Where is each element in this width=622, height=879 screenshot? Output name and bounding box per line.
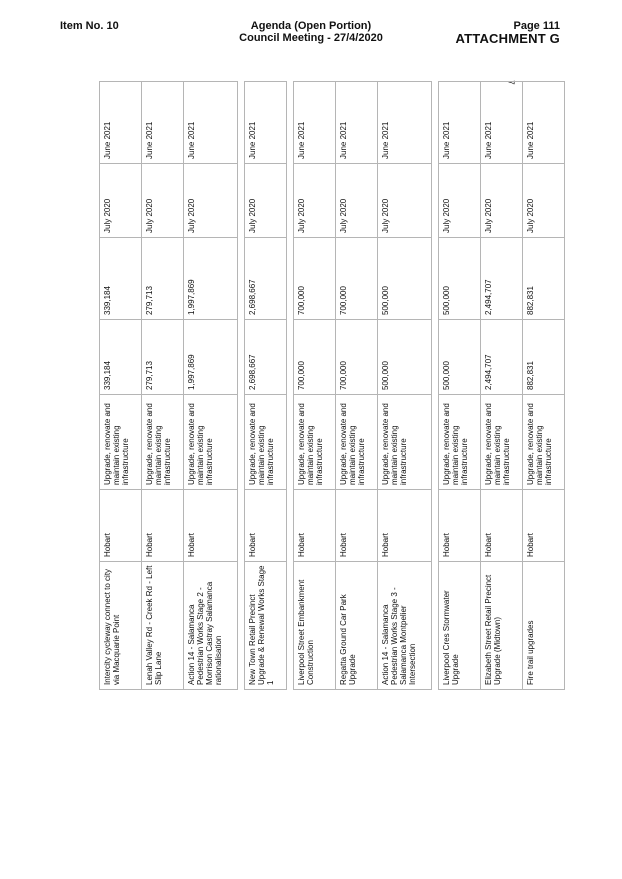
start-date-cell: July 2020	[184, 164, 238, 238]
project-name-cell: Regatta Ground Car Park Upgrade	[335, 562, 377, 690]
amount-total-cell: 700,000	[293, 238, 335, 320]
location-cell: Hobart	[438, 490, 480, 562]
amount-total-cell: 339,184	[100, 238, 142, 320]
table-row	[142, 82, 184, 690]
agenda-line-1: Agenda (Open Portion)	[250, 20, 372, 32]
location-cell: Hobart	[522, 490, 564, 562]
amount-total-cell: 1,997,869	[184, 238, 238, 320]
start-date-cell: July 2020	[142, 164, 184, 238]
amount-total-cell: 2,698,667	[244, 238, 286, 320]
table-row	[378, 82, 432, 690]
end-date-cell: June 2021	[378, 82, 432, 164]
row-spacer	[237, 82, 244, 690]
amount-total-cell: 279,713	[142, 238, 184, 320]
project-type-cell: Upgrade, renovate and maintain existing infrastructure	[100, 395, 142, 490]
project-type-cell: Upgrade, renovate and maintain existing infrastructure	[438, 395, 480, 490]
project-table	[99, 81, 565, 690]
amount-cell: 2,698,667	[244, 320, 286, 395]
project-name-cell: Lenah Valley Rd - Creek Rd - Left Slip Lane	[142, 562, 184, 690]
project-name-cell: Action 14 - Salamanca Pedestrian Works Stage 3 - Salamanca Montpelier Intersection	[378, 562, 432, 690]
table-row	[438, 82, 480, 690]
amount-cell: 700,000	[293, 320, 335, 395]
table-row	[480, 82, 522, 690]
end-date-cell: June 2021	[438, 82, 480, 164]
end-date-cell: June 2021	[480, 82, 522, 164]
project-type-cell: Upgrade, renovate and maintain existing infrastructure	[244, 395, 286, 490]
table-row	[335, 82, 377, 690]
amount-cell: 339,184	[100, 320, 142, 395]
location-cell: Hobart	[142, 490, 184, 562]
project-type-cell: Upgrade, renovate and maintain existing infrastructure	[184, 395, 238, 490]
project-name-cell: Fire trail upgrades	[522, 562, 564, 690]
location-cell: Hobart	[100, 490, 142, 562]
project-name-cell: Elizabeth Street Retail Precinct Upgrade (Midtown)	[480, 562, 522, 690]
location-cell: Hobart	[480, 490, 522, 562]
row-spacer-cell	[286, 82, 293, 690]
start-date-cell: July 2020	[293, 164, 335, 238]
amount-total-cell: 500,000	[438, 238, 480, 320]
end-date-cell: June 2021	[293, 82, 335, 164]
start-date-cell: July 2020	[522, 164, 564, 238]
table-row	[100, 82, 142, 690]
amount-total-cell: 500,000	[378, 238, 432, 320]
project-name-cell: Liverpool Street Embankment Construction	[293, 562, 335, 690]
start-date-cell: July 2020	[335, 164, 377, 238]
page-number-label: Page 111	[513, 20, 560, 32]
row-spacer-cell	[431, 82, 438, 690]
amount-cell: 700,000	[335, 320, 377, 395]
project-type-cell: Upgrade, renovate and maintain existing infrastructure	[293, 395, 335, 490]
project-name-cell: New Town Retail Precinct Upgrade & Renewal Works Stage 1	[244, 562, 286, 690]
end-date-cell: June 2021	[335, 82, 377, 164]
project-type-cell: Upgrade, renovate and maintain existing infrastructure	[480, 395, 522, 490]
row-spacer-cell	[237, 82, 244, 690]
item-number: Item No. 10	[60, 20, 119, 32]
project-type-cell: Upgrade, renovate and maintain existing infrastructure	[335, 395, 377, 490]
start-date-cell: July 2020	[100, 164, 142, 238]
start-date-cell: July 2020	[378, 164, 432, 238]
location-cell: Hobart	[378, 490, 432, 562]
agenda-title	[200, 20, 422, 44]
row-spacer	[431, 82, 438, 690]
amount-total-cell: 2,494,707	[480, 238, 522, 320]
page-footer-number: 7	[506, 80, 516, 85]
project-name-cell: Action 14 - Salamanca Pedestrian Works Stage 2 - Morrison Castray Salamanca rationalisation	[184, 562, 238, 690]
start-date-cell: July 2020	[438, 164, 480, 238]
table-row	[293, 82, 335, 690]
amount-cell: 279,713	[142, 320, 184, 395]
page-info	[456, 20, 560, 45]
row-spacer	[286, 82, 293, 690]
end-date-cell: June 2021	[522, 82, 564, 164]
table-row	[184, 82, 238, 690]
amount-cell: 882,831	[522, 320, 564, 395]
location-cell: Hobart	[293, 490, 335, 562]
location-cell: Hobart	[244, 490, 286, 562]
end-date-cell: June 2021	[184, 82, 238, 164]
end-date-cell: June 2021	[142, 82, 184, 164]
table-row	[522, 82, 564, 690]
table-row	[244, 82, 286, 690]
amount-total-cell: 882,831	[522, 238, 564, 320]
project-name-cell: Liverpool Cres Stormwater Upgrade	[438, 562, 480, 690]
amount-cell: 500,000	[378, 320, 432, 395]
rotated-table-wrapper	[99, 82, 565, 690]
end-date-cell: June 2021	[100, 82, 142, 164]
project-type-cell: Upgrade, renovate and maintain existing infrastructure	[142, 395, 184, 490]
location-cell: Hobart	[184, 490, 238, 562]
amount-cell: 1,997,869	[184, 320, 238, 395]
project-type-cell: Upgrade, renovate and maintain existing infrastructure	[378, 395, 432, 490]
agenda-line-2: Council Meeting - 27/4/2020	[239, 32, 383, 44]
attachment-label: ATTACHMENT G	[455, 31, 560, 46]
end-date-cell: June 2021	[244, 82, 286, 164]
amount-cell: 2,494,707	[480, 320, 522, 395]
start-date-cell: July 2020	[244, 164, 286, 238]
project-type-cell: Upgrade, renovate and maintain existing infrastructure	[522, 395, 564, 490]
amount-cell: 500,000	[438, 320, 480, 395]
project-table-body	[100, 82, 565, 690]
start-date-cell: July 2020	[480, 164, 522, 238]
location-cell: Hobart	[335, 490, 377, 562]
project-name-cell: Intercity cycleway connect to city via Macquarie Point	[100, 562, 142, 690]
amount-total-cell: 700,000	[335, 238, 377, 320]
